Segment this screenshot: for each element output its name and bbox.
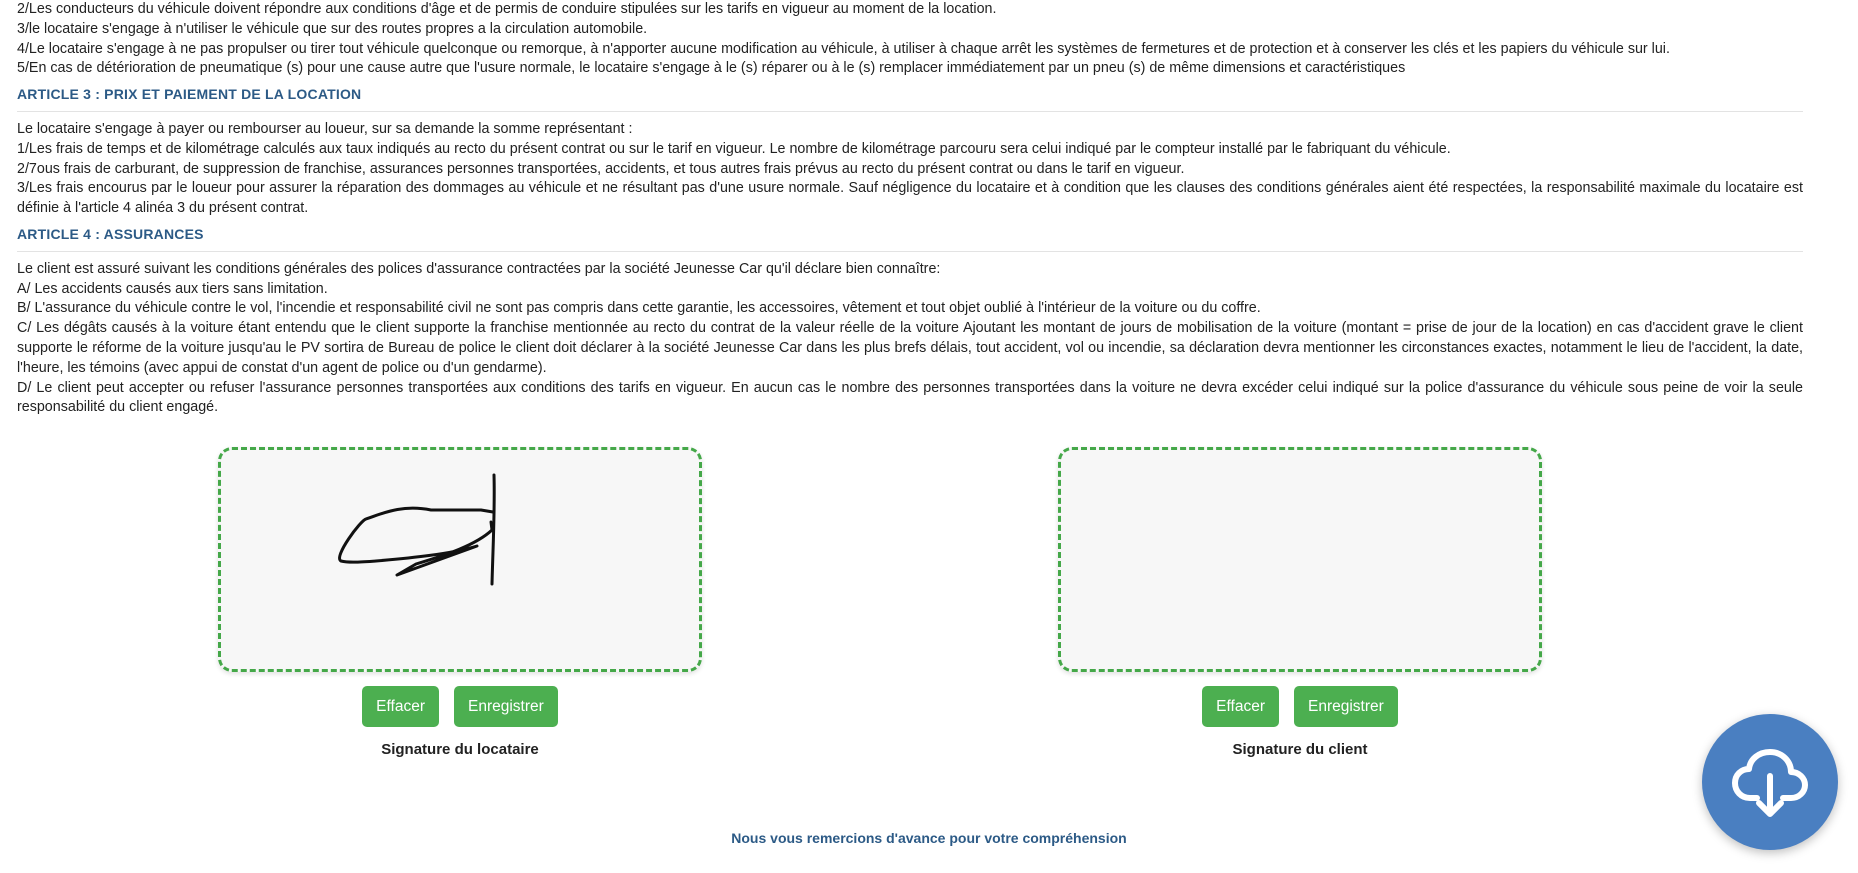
signature-actions-client — [1058, 686, 1542, 727]
signature-pad-locataire[interactable] — [218, 447, 702, 672]
signature-block-locataire — [218, 447, 702, 758]
signature-caption-locataire: Signature du locataire — [381, 741, 539, 758]
save-button-locataire[interactable]: Enregistrer — [454, 686, 558, 727]
article-4-item-b: B/ L'assurance du véhicule contre le vol, l'incendie et responsabilité civil ne sont pas compris dans cette garantie, les accessoires, vêtement et tout objet oublié à l'intérieur de la voiture ou du coffre. — [17, 300, 1261, 317]
article-3-title: ARTICLE 3 : PRIX ET PAIEMENT DE LA LOCATION — [17, 85, 1803, 112]
clear-button-client[interactable]: Effacer — [1202, 686, 1279, 727]
signature-stroke — [221, 450, 705, 675]
clear-button-locataire[interactable]: Effacer — [362, 686, 439, 727]
download-button[interactable] — [1702, 714, 1838, 850]
signature-actions-locataire — [218, 686, 702, 727]
clause-5: 5/En cas de détérioration de pneumatique (s) pour une cause autre que l'usure normale, le locataire s'engage à le (s) réparer ou à le (s) remplacer immédiatement par un pneu (s) de même dimensions et caractéristiques — [17, 60, 1406, 77]
clause-2: 2/Les conducteurs du véhicule doivent répondre aux conditions d'âge et de permis de conduire stipulées sur les tarifs en vigueur au moment de la location. — [17, 1, 997, 17]
clause-3: 3/le locataire s'engage à n'utiliser le véhicule que sur des routes propres a la circulation automobile. — [17, 20, 648, 37]
signature-block-client — [1058, 447, 1542, 758]
article-3-item-3: 3/Les frais encourus par le loueur pour assurer la réparation des dommages au véhicule et ne résultant pas d'une usure normale. Sauf négligence du locataire et à condition que les clauses des conditions générales aient été respectées, la responsabilité maximale du locataire est définie à l'article 4 alinéa 3 du présent contrat. — [17, 180, 1803, 217]
article-4-intro: Le client est assuré suivant les conditions générales des polices d'assurance contractées par la société Jeunesse Car qu'il déclare bien connaître: — [17, 260, 941, 277]
article-4-item-c: C/ Les dégâts causés à la voiture étant entendu que le client supporte la franchise mentionnée au recto du contrat de la valeur réelle de la voiture Ajoutant les montant de jours de mobilisation de la voiture (montant = prise de jour de la location) en cas d'accident grave le client supporte le réforme de la voiture jusqu'au le PV sortira de Bureau de police le client doit déclarer à la société Jeunesse Car dans les plus brefs délais, tout accident, vol ou incendie, sa déclaration devra mentionner les circonstances exactes, notamment le lieu de l'accident, la date, l'heure, les témoins (avec appui de constat d'un agent de police ou d'un gendarme). — [17, 320, 1803, 376]
signature-pad-client[interactable] — [1058, 447, 1542, 672]
article-3-item-1: 1/Les frais de temps et de kilométrage calculés aux taux indiqués au recto du présent contrat ou sur le tarif en vigueur. Le nombre de kilométrage parcouru sera celui indiqué par le compteur installé par le fabriquant du véhicule. — [17, 140, 1451, 157]
article-4-title: ARTICLE 4 : ASSURANCES — [17, 225, 1803, 252]
save-button-client[interactable]: Enregistrer — [1294, 686, 1398, 727]
article-4-item-a: A/ Les accidents causés aux tiers sans limitation. — [17, 280, 328, 297]
cloud-download-icon — [1730, 742, 1810, 822]
thanks-message: Nous vous remercions d'avance pour votre compréhension — [731, 830, 1127, 846]
clause-4: 4/Le locataire s'engage à ne pas propulser ou tirer tout véhicule quelconque ou remorque, à n'apporter aucune modification au véhicule, à utiliser à chaque arrêt les systèmes de fermetures et de protection et à conserver les clés et les papiers du véhicule sur lui. — [17, 40, 1670, 57]
contract-terms — [17, 0, 1803, 418]
signature-caption-client: Signature du client — [1232, 741, 1368, 758]
article-3-item-2: 2/7ous frais de carburant, de suppression de franchise, assurances personnes transportées, accidents, et tous autres frais prévus au recto du présent contrat ou dans le tarif en vigueur. — [17, 160, 1185, 177]
article-3-intro: Le locataire s'engage à payer ou rembourser au loueur, sur sa demande la somme représentant : — [17, 120, 633, 137]
article-4-item-d: D/ Le client peut accepter ou refuser l'assurance personnes transportées aux conditions des tarifs en vigueur. En aucun cas le nombre des personnes transportées dans la voiture ne devra excéder celui indiqué sur la police d'assurance du véhicule sous peine de voir la seule responsabilité du client engagé. — [17, 379, 1803, 416]
